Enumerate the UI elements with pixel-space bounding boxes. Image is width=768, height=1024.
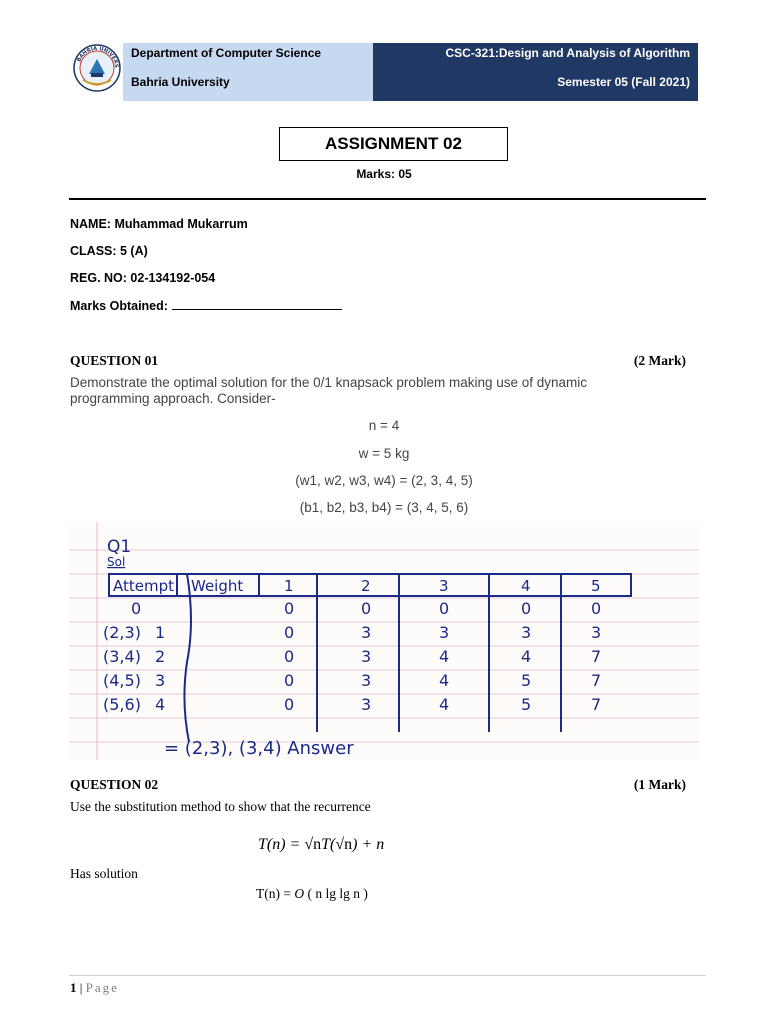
question-1-text: Demonstrate the optimal solution for the 0/1 knapsack problem making use of dynamic programming approach. Consider-	[70, 375, 588, 406]
marks-obtained	[70, 297, 342, 313]
hw-header-attempt: Attempt	[113, 577, 175, 595]
hw-row-weight: 0	[131, 599, 142, 618]
hw-col-2: 2	[361, 577, 371, 595]
hw-row-value: 3	[361, 647, 372, 666]
question-2-heading: QUESTION 02	[70, 777, 159, 792]
hw-row-value: 5	[521, 695, 532, 714]
recurrence-equation	[258, 836, 384, 854]
solution-expression	[256, 886, 368, 902]
equation-t: T(	[321, 836, 336, 853]
question-2-marks: (1 Mark)	[633, 777, 686, 792]
param-n: n = 4	[368, 418, 400, 433]
university-name: Bahria University	[131, 75, 230, 89]
semester-label: Semester 05 (Fall 2021)	[557, 75, 690, 89]
page-label: Page	[85, 980, 119, 995]
hw-row-attempt: (5,6)	[103, 695, 141, 714]
solution-body: ( n lg lg n )	[304, 886, 368, 901]
hw-row-value: 0	[284, 671, 295, 690]
hw-row-weight: 2	[155, 647, 166, 666]
header-divider	[69, 198, 706, 200]
hw-row-value: 3	[521, 623, 532, 642]
assignment-title: ASSIGNMENT 02	[279, 127, 508, 161]
hw-row-attempt: (3,4)	[103, 647, 141, 666]
hw-row-value: 0	[284, 599, 295, 618]
equation-sqrt-n: √n	[304, 836, 322, 853]
hw-row-value: 7	[591, 671, 602, 690]
hw-row-value: 7	[591, 695, 602, 714]
marks-obtained-blank	[172, 297, 342, 310]
university-logo	[73, 44, 121, 92]
handwritten-solution-image	[69, 522, 699, 760]
hw-row-attempt: (2,3)	[103, 623, 141, 642]
student-class: CLASS: 5 (A)	[70, 244, 148, 258]
question-1-marks: (2 Mark)	[633, 353, 686, 368]
hw-sol-label: Sol	[107, 555, 126, 569]
hw-row-value: 3	[361, 671, 372, 690]
hw-row-value: 5	[521, 671, 532, 690]
equation-sqrt-n-2: √n	[335, 836, 353, 853]
hw-row-value: 3	[361, 623, 372, 642]
page-number: 1	[70, 980, 77, 995]
hw-answer: = (2,3), (3,4) Answer	[164, 738, 354, 759]
question-2-text: Use the substitution method to show that the recurrence	[70, 799, 371, 814]
hw-row-value: 4	[439, 647, 450, 666]
hw-col-5: 5	[591, 577, 601, 595]
hw-row-value: 0	[591, 599, 602, 618]
hw-row-value: 4	[439, 695, 450, 714]
hw-row-weight: 3	[155, 671, 166, 690]
marks-obtained-label: Marks Obtained:	[70, 299, 168, 313]
footer-divider	[69, 975, 706, 976]
solution-prefix: T(n) =	[256, 886, 295, 901]
hw-row-value: 0	[361, 599, 372, 618]
hw-row-weight: 1	[155, 623, 166, 642]
hw-row-value: 7	[591, 647, 602, 666]
logo-text: BAHRIA UNIVERS	[76, 45, 120, 69]
param-weights: (w1, w2, w3, w4) = (2, 3, 4, 5)	[295, 473, 473, 488]
question-1-heading: QUESTION 01	[70, 353, 159, 368]
hw-q1-label: Q1	[107, 537, 132, 557]
hw-row-value: 0	[521, 599, 532, 618]
course-title: CSC-321:Design and Analysis of Algorithm	[445, 46, 690, 60]
hw-row-value: 0	[284, 647, 295, 666]
department-name: Department of Computer Science	[131, 46, 322, 60]
param-benefits: (b1, b2, b3, b4) = (3, 4, 5, 6)	[299, 500, 469, 515]
hw-row-value: 0	[439, 599, 450, 618]
hw-header-weight: Weight	[191, 577, 244, 595]
hw-row-value: 3	[361, 695, 372, 714]
page-separator: |	[76, 980, 86, 995]
equation-lhs: T(n) =	[258, 836, 305, 853]
solution-big-o: O	[294, 886, 305, 901]
total-marks: Marks: 05	[356, 167, 412, 181]
hw-row-value: 3	[439, 623, 450, 642]
param-w: w = 5 kg	[358, 446, 410, 461]
hw-col-4: 4	[521, 577, 531, 595]
equation-rhs: ) + n	[352, 836, 385, 853]
hw-row-value: 4	[521, 647, 532, 666]
bahria-university-seal-icon	[73, 44, 121, 92]
student-reg-no: REG. NO: 02-134192-054	[70, 271, 216, 285]
hw-col-1: 1	[284, 577, 294, 595]
student-name: NAME: Muhammad Mukarrum	[70, 217, 248, 231]
hw-row-value: 3	[591, 623, 602, 642]
hw-row-weight: 4	[155, 695, 166, 714]
hw-row-value: 0	[284, 623, 295, 642]
has-solution-label: Has solution	[70, 866, 138, 881]
hw-row-attempt: (4,5)	[103, 671, 141, 690]
handwritten-solution-svg	[69, 522, 699, 760]
hw-row-value: 0	[284, 695, 295, 714]
page-footer	[70, 980, 119, 996]
hw-row-value: 4	[439, 671, 450, 690]
hw-col-3: 3	[439, 577, 449, 595]
